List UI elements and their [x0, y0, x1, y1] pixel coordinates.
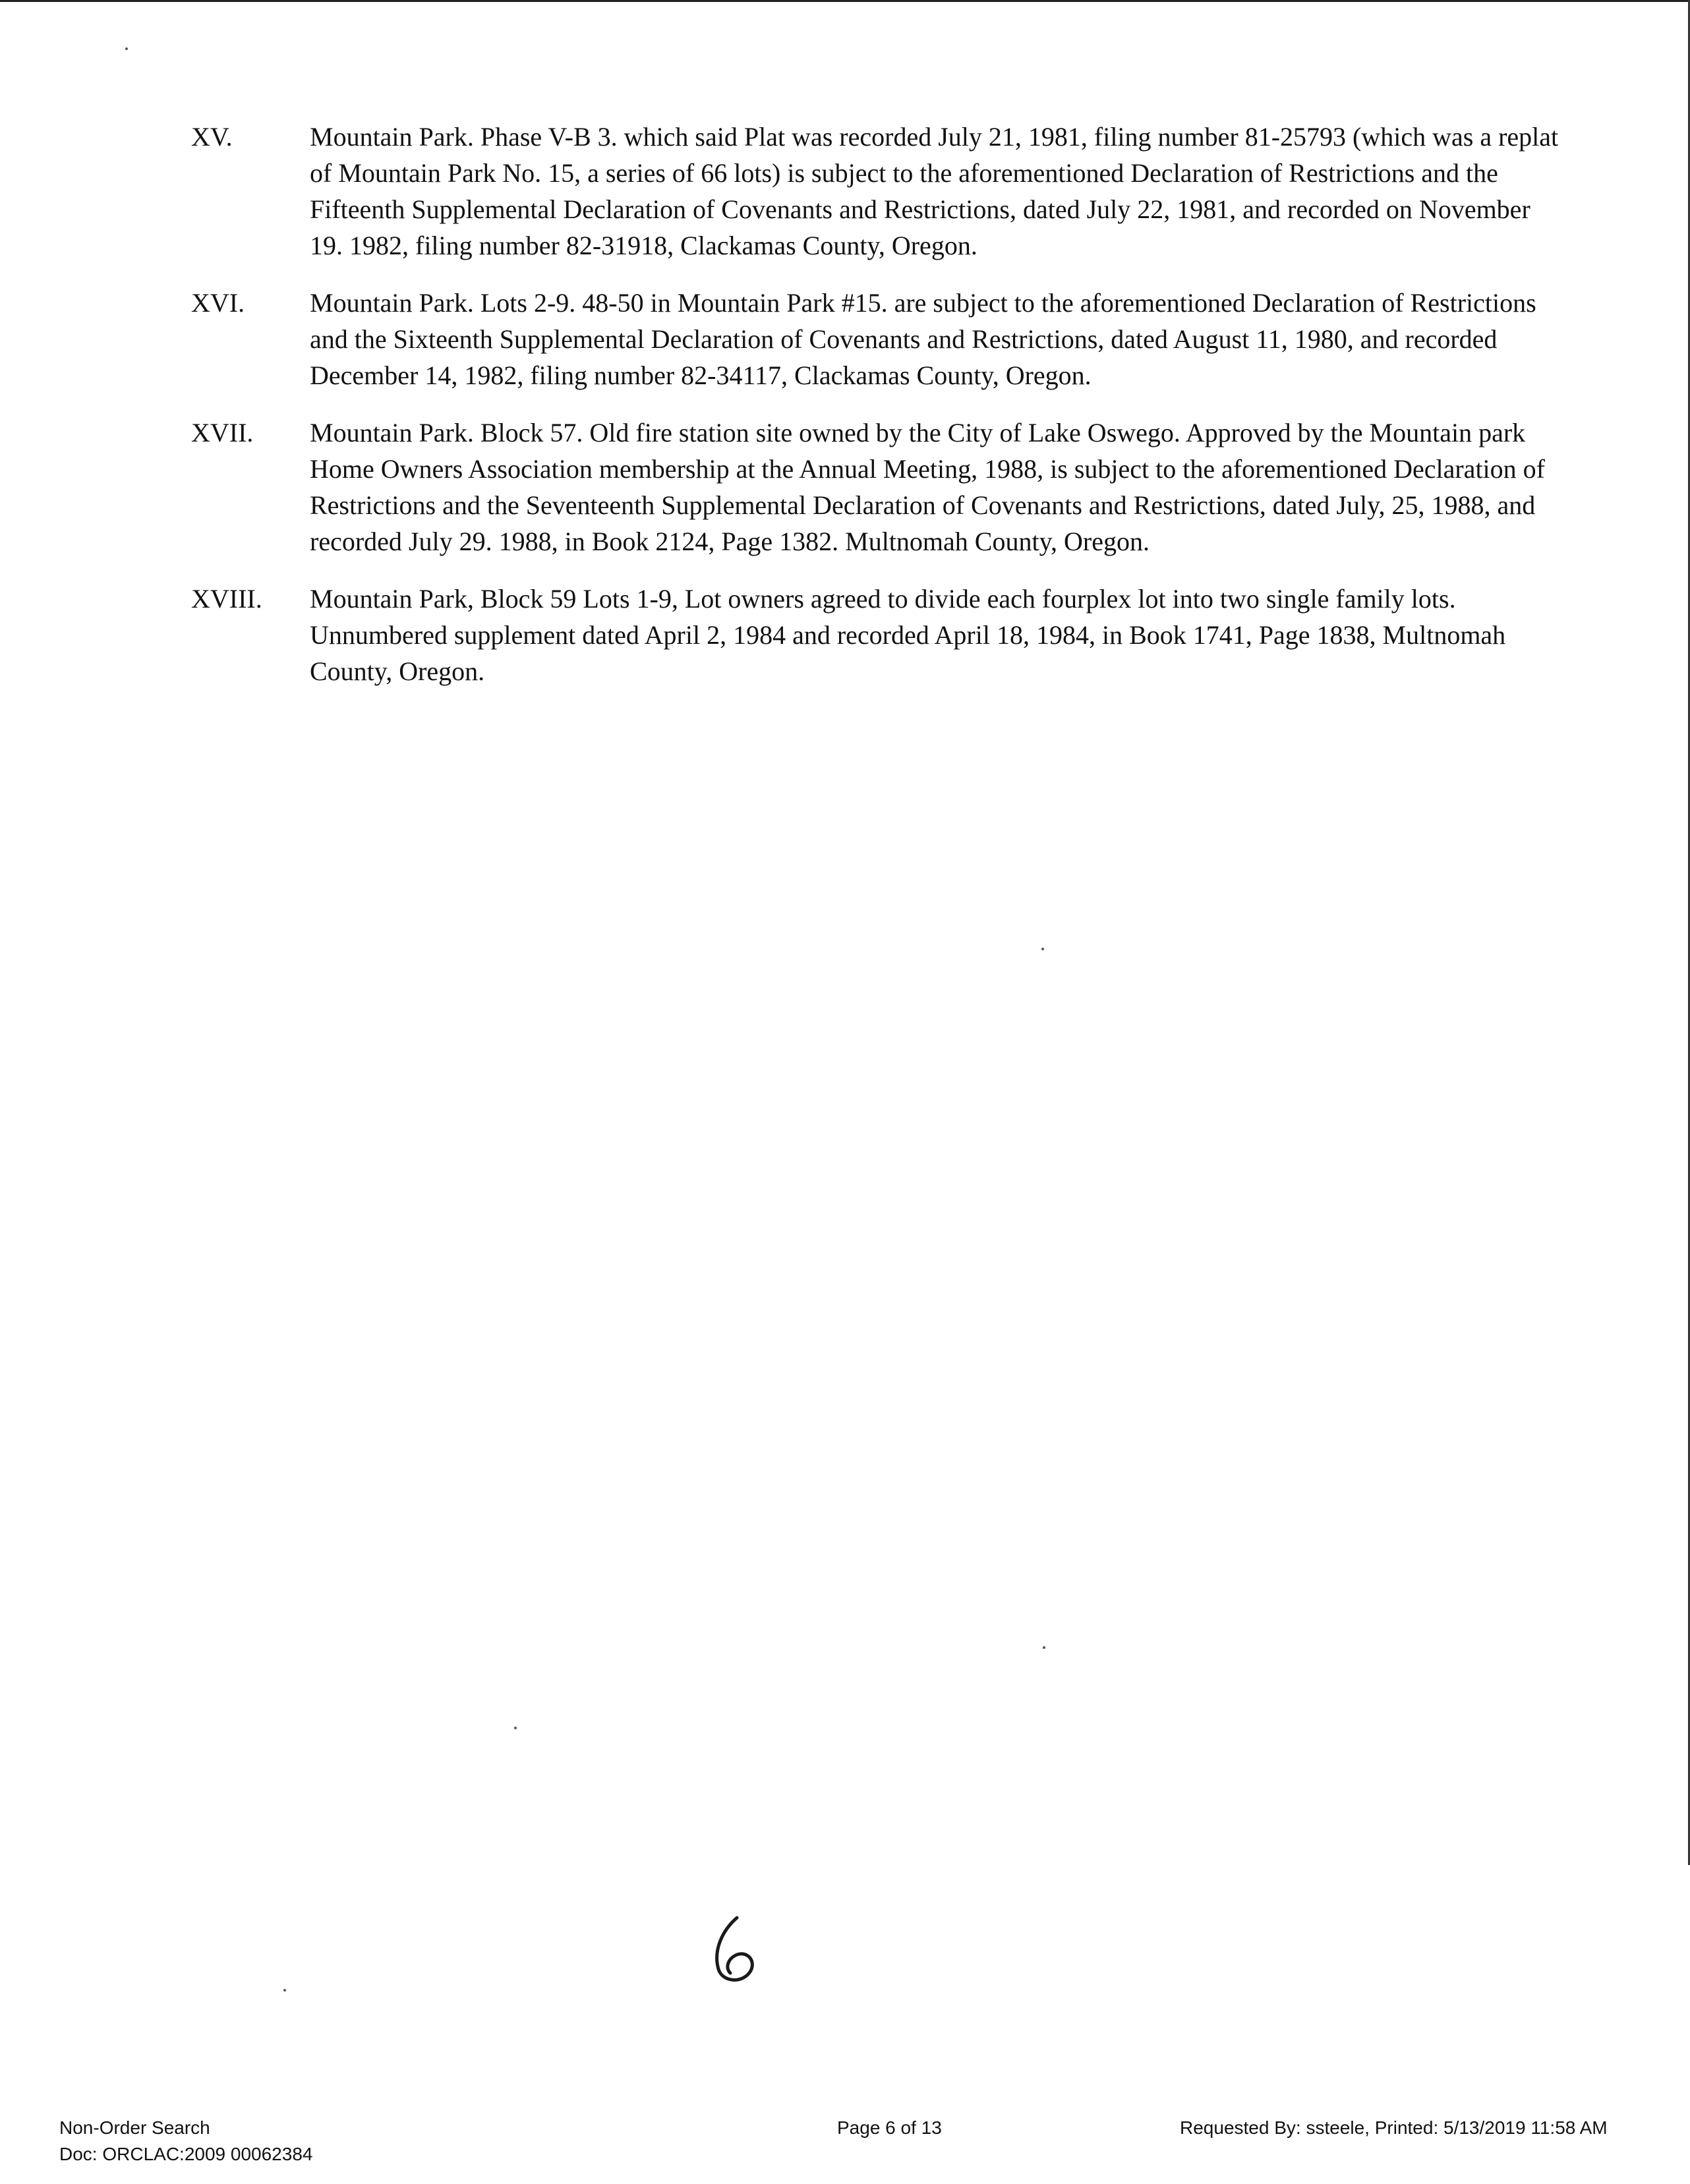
section-text: Mountain Park. Phase V-B 3. which said Plat was recorded July 21, 1981, filing number 81-25793 (which was a replat of Mountain Park No. 15, a series of 66 lots) is subject to the aforementioned Declaration of Restrictions and the Fifteenth Supplemental Declaration of Covenants and Restrictions, dated July 22, 1981, and recorded on November 19. 1982, filing number 82-31918, Clackamas County, Oregon. — [310, 122, 1559, 260]
scan-speck — [283, 1989, 286, 1992]
section-numeral: XVII. — [191, 418, 254, 447]
footer-page-indicator: Page 6 of 13 — [837, 2117, 942, 2138]
section-xv — [191, 119, 1562, 264]
footer-doc-id: Doc: ORCLAC:2009 00062384 — [59, 2144, 313, 2164]
section-xvi — [191, 285, 1562, 393]
section-text: Mountain Park. Lots 2-9. 48-50 in Mountain Park #15. are subject to the aforementioned Declaration of Restrictions and the Sixteenth Supplemental Declaration of Covenants and Restrictions, dated August 11, 1980, and recorded December 14, 1982, filing number 82-34117, Clackamas County, Oregon. — [310, 288, 1536, 390]
footer-search-type: Non-Order Search — [59, 2117, 210, 2138]
scan-speck — [1043, 1646, 1045, 1649]
handwritten-page-number — [699, 1911, 778, 1990]
section-xviii — [191, 581, 1562, 689]
scan-speck — [125, 47, 128, 50]
section-numeral: XV. — [191, 122, 233, 152]
section-numeral: XVIII. — [191, 584, 262, 614]
section-numeral: XVI. — [191, 288, 245, 318]
section-text: Mountain Park. Block 57. Old fire station site owned by the City of Lake Oswego. Approved by the Mountain park Home Owners Association membership at the Annual Meeting, 1988, is subject to the aforementioned Declaration of Restrictions and the Seventeenth Supplemental Declaration of Covenants and Restrictions, dated July, 25, 1988, and recorded July 29. 1988, in Book 2124, Page 1382. Multnomah County, Oregon. — [310, 418, 1545, 556]
section-xvii — [191, 415, 1562, 560]
footer-requested-by: Requested By: ssteele, Printed: 5/13/2019 11:58 AM — [1180, 2117, 1608, 2138]
scan-speck — [514, 1727, 517, 1729]
section-text: Mountain Park, Block 59 Lots 1-9, Lot owners agreed to divide each fourplex lot into two single family lots. Unnumbered supplement dated April 2, 1984 and recorded April 18, 1984, in Book 1741, Page 1838, Multnomah County, Oregon. — [310, 584, 1506, 686]
document-body — [191, 119, 1562, 710]
top-border — [0, 0, 1690, 2]
scan-speck — [1041, 948, 1044, 950]
